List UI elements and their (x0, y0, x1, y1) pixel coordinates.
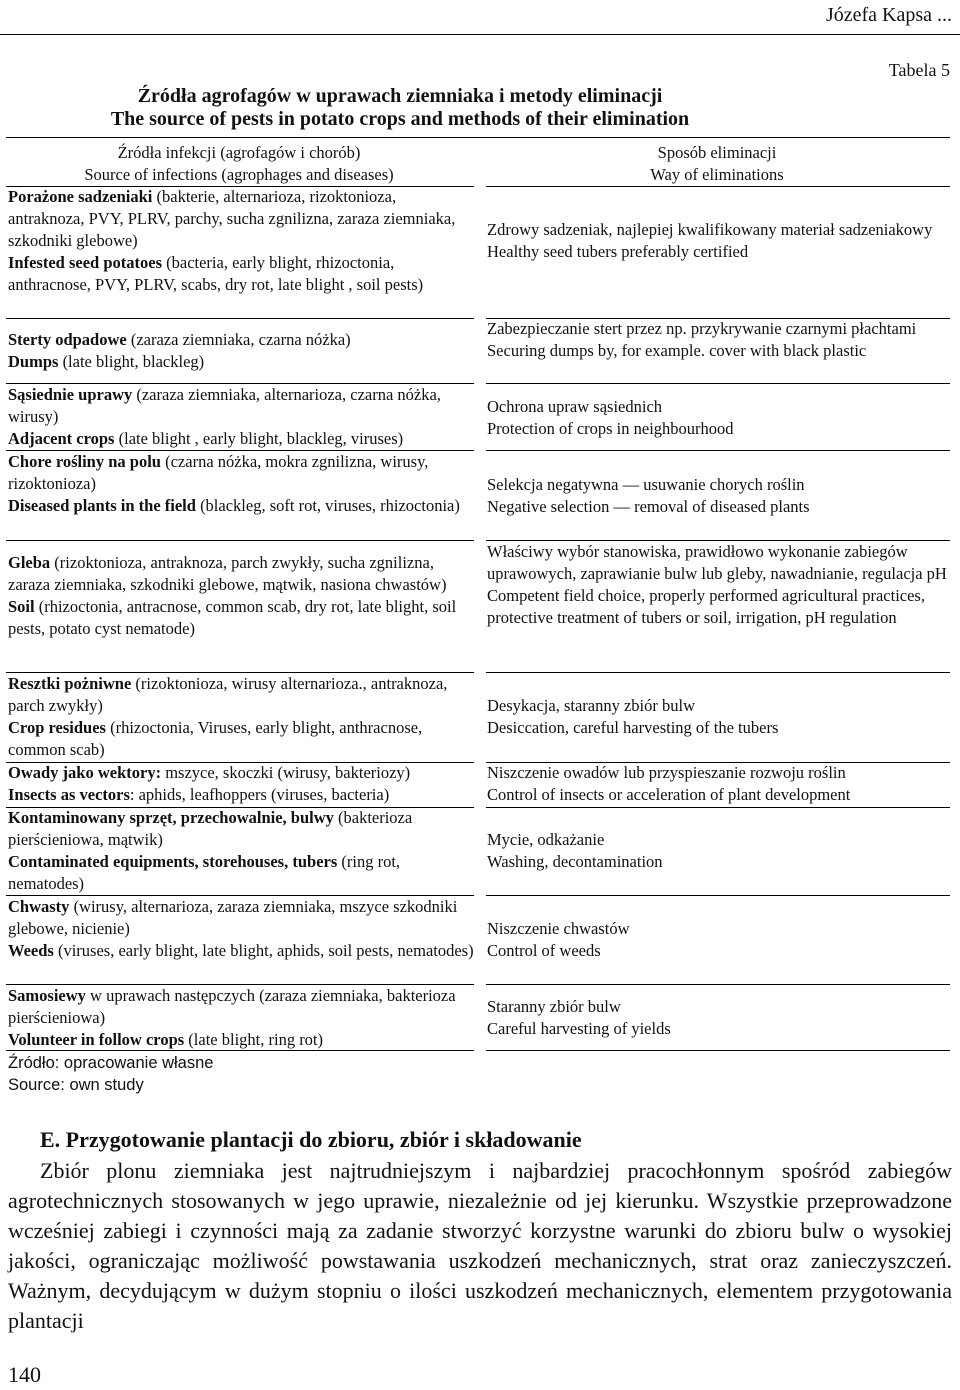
method-en: Healthy seed tubers preferably certified (487, 242, 749, 261)
source-detail-en: (late blight , early blight, blackleg, viruses) (114, 429, 404, 448)
table-row-source (8, 896, 476, 962)
source-en (8, 596, 476, 640)
source-note-pl: Źródło: opracowanie własne (8, 1054, 214, 1072)
method-pl: Właściwy wybór stanowiska, prawidłowo wykonanie zabiegów uprawowych, zaprawianie bulw lub gleby, nawadnianie, regulacja pH (487, 542, 947, 583)
source-bold-pl: Samosiewy (8, 986, 86, 1005)
source-detail-en: : aphids, leafhoppers (viruses, bacteria) (129, 785, 390, 804)
source-bold-pl: Sąsiednie uprawy (8, 385, 133, 404)
source-pl (8, 329, 476, 351)
table-row-method (487, 474, 947, 518)
column-header-elimination-pl: Sposób eliminacji (657, 143, 777, 162)
column-header-elimination (487, 142, 947, 186)
source-bold-en: Crop residues (8, 718, 106, 737)
source-pl (8, 384, 476, 428)
method-pl: Niszczenie chwastów (487, 919, 630, 938)
method-pl: Zabezpieczanie stert przez np. przykrywanie czarnymi płachtami (487, 319, 917, 338)
source-bold-en: Soil (8, 597, 35, 616)
source-pl (8, 896, 476, 940)
row-divider (486, 984, 950, 985)
source-detail-pl: mszyce, skoczki (wirusy, bakteriozy) (161, 763, 411, 782)
source-detail-en: (late blight, ring rot) (184, 1030, 324, 1049)
source-en (8, 784, 476, 806)
source-bold-pl: Porażone sadzeniaki (8, 187, 153, 206)
row-divider (6, 540, 474, 541)
table-row-method (487, 318, 947, 362)
source-bold-pl: Resztki pożniwne (8, 674, 132, 693)
source-bold-en: Infested seed potatoes (8, 253, 162, 272)
source-bold-pl: Kontaminowany sprzęt, przechowalnie, bulwy (8, 808, 334, 827)
method-en: Competent field choice, properly performed agricultural practices, protective treatment of tubers or soil, irrigation, pH regulation (487, 586, 925, 627)
table-row-source (8, 186, 476, 296)
source-detail-en: (late blight, blackleg) (58, 352, 205, 371)
source-note-en: Source: own study (8, 1076, 144, 1094)
table-top-rule (6, 137, 950, 138)
source-detail-pl: (bakterie, alternarioza, rizoktonioza, antraknoza, PVY, PLRV, parchy, sucha zgnilizna, zaraza ziemniaka, szkodniki glebowe) (8, 187, 456, 250)
method-pl: Niszczenie owadów lub przyspieszanie rozwoju roślin (487, 763, 846, 782)
method-pl: Mycie, odkażanie (487, 830, 605, 849)
table-row-method (487, 762, 947, 806)
source-detail-en: (blackleg, soft rot, viruses, rhizoctonia) (195, 496, 460, 515)
source-bold-en: Insects as vectors (8, 785, 130, 804)
table-bottom-rule (6, 1050, 474, 1051)
table-row-method (487, 829, 947, 873)
table-row-method (487, 996, 947, 1040)
running-header-author: Józefa Kapsa ... (825, 4, 952, 26)
source-bold-pl: Chwasty (8, 897, 70, 916)
table-row-source (8, 451, 476, 517)
source-bold-en: Adjacent crops (8, 429, 115, 448)
source-detail-en: (viruses, early blight, late blight, aphids, soil pests, nematodes) (53, 941, 474, 960)
table-row-method (487, 695, 947, 739)
source-en (8, 717, 476, 761)
source-detail-pl: (zaraza ziemniaka, alternarioza, czarna nóżka, wirusy) (8, 385, 441, 426)
source-bold-pl: Owady jako wektory: (8, 763, 162, 782)
table-row-method (487, 219, 947, 263)
column-header-sources-en: Source of infections (agrophages and diseases) (84, 165, 394, 184)
method-en: Desiccation, careful harvesting of the tubers (487, 718, 779, 737)
body-paragraph: Zbiór plonu ziemniaka jest najtrudniejszym i najbardziej pracochłonnym spośród zabiegów agrotechnicznych stosowanych w jego uprawie, niezależnie od jej kierunku. Wszystkie przeprowadzone wcześniej zabiegi i czynności mają za zadanie stworzyć korzystne warunki do zbioru bulw o wysokiej jakości, ograniczając możliwość powstawania uszkodzeń mechanicznych, strat oraz zanieczyszczeń. Ważnym, decydującym w dużym stopniu o ilości uszkodzeń mechanicznych, elementem przygotowania plantacji (8, 1158, 952, 1333)
method-pl: Selekcja negatywna — usuwanie chorych roślin (487, 475, 805, 494)
source-en (8, 940, 476, 962)
row-divider (486, 383, 950, 384)
row-divider (486, 450, 950, 451)
method-en: Careful harvesting of yields (487, 1019, 671, 1038)
column-header-sources (8, 142, 470, 186)
source-en (8, 428, 476, 450)
source-detail-pl: w uprawach następczych (zaraza ziemniaka, bakterioza pierścieniowa) (8, 986, 456, 1027)
source-en (8, 851, 476, 895)
source-pl (8, 552, 476, 596)
source-detail-en: (ring rot, nematodes) (8, 852, 401, 893)
page-number: 140 (8, 1362, 41, 1387)
source-detail-en: (bacteria, early blight, rhizoctonia, anthracnose, PVY, PLRV, scabs, dry rot, late blight , soil pests) (8, 253, 424, 294)
table-label: Tabela 5 (888, 60, 950, 80)
source-en (8, 351, 476, 373)
source-bold-en: Diseased plants in the field (8, 496, 196, 515)
source-detail-pl: (czarna nóżka, mokra zgnilizna, wirusy, rizoktonioza) (8, 452, 429, 493)
row-divider (486, 672, 950, 673)
method-pl: Zdrowy sadzeniak, najlepiej kwalifikowany materiał sadzeniakowy (487, 220, 933, 239)
method-en: Negative selection — removal of diseased plants (487, 497, 810, 516)
source-bold-en: Contaminated equipments, storehouses, tubers (8, 852, 338, 871)
table-source-note (8, 1052, 213, 1096)
source-en (8, 252, 476, 296)
source-pl (8, 186, 476, 252)
source-detail-pl: (zaraza ziemniaka, czarna nóżka) (126, 330, 351, 349)
table-row-method (487, 396, 947, 440)
source-bold-en: Volunteer in follow crops (8, 1030, 185, 1049)
table-row-source (8, 384, 476, 450)
table-row-source (8, 807, 476, 895)
source-en (8, 1029, 476, 1051)
source-en (8, 495, 476, 517)
table-row-source (8, 329, 476, 373)
method-en: Securing dumps by, for example. cover with black plastic (487, 341, 867, 360)
row-divider (486, 895, 950, 896)
table-row-source (8, 673, 476, 761)
source-pl (8, 762, 476, 784)
source-bold-pl: Sterty odpadowe (8, 330, 127, 349)
source-detail-en: (rhizoctonia, antracnose, common scab, dry rot, late blight, soil pests, potato cyst nematode) (8, 597, 457, 638)
source-pl (8, 451, 476, 495)
method-pl: Desykacja, staranny zbiór bulw (487, 696, 696, 715)
method-en: Protection of crops in neighbourhood (487, 419, 734, 438)
table-title-english: The source of pests in potato crops and methods of their elimination (110, 108, 690, 130)
header-rule-right (486, 186, 950, 187)
table-bottom-rule (486, 1050, 950, 1051)
source-bold-en: Weeds (8, 941, 54, 960)
source-detail-pl: (bakterioza pierścieniowa, mątwik) (8, 808, 413, 849)
method-en: Control of weeds (487, 941, 601, 960)
source-pl (8, 985, 476, 1029)
header-divider (0, 34, 960, 35)
method-pl: Ochrona upraw sąsiednich (487, 397, 663, 416)
section-heading: E. Przygotowanie plantacji do zbioru, zbiór i składowanie (40, 1127, 582, 1152)
source-pl (8, 673, 476, 717)
table-row-source (8, 552, 476, 640)
method-en: Control of insects or acceleration of plant development (487, 785, 851, 804)
source-pl (8, 807, 476, 851)
table-row-method (487, 918, 947, 962)
source-detail-pl: (wirusy, alternarioza, zaraza ziemniaka, mszyce szkodniki glebowe, nicienie) (8, 897, 458, 938)
source-bold-pl: Chore rośliny na polu (8, 452, 161, 471)
source-detail-en: (rhizoctonia, Viruses, early blight, anthracnose, common scab) (8, 718, 423, 759)
source-detail-pl: (rizoktonioza, antraknoza, parch zwykły, sucha zgnilizna, zaraza ziemniaka, szkodniki glebowe, mątwik, nasiona chwastów) (8, 553, 447, 594)
row-divider (486, 807, 950, 808)
method-pl: Staranny zbiór bulw (487, 997, 621, 1016)
table-row-method (487, 541, 947, 629)
table-row-source (8, 985, 476, 1051)
row-divider (6, 318, 474, 319)
source-detail-pl: (rizoktonioza, wirusy alternarioza., antraknoza, parch zwykły) (8, 674, 448, 715)
table-title-polish: Źródła agrofagów w uprawach ziemniaka i metody eliminacji (137, 85, 663, 107)
column-header-sources-pl: Źródła infekcji (agrofagów i chorób) (117, 143, 361, 162)
table-row-source (8, 762, 476, 806)
source-bold-pl: Gleba (8, 553, 51, 572)
method-en: Washing, decontamination (487, 852, 663, 871)
column-header-elimination-en: Way of eliminations (650, 165, 784, 184)
source-bold-en: Dumps (8, 352, 59, 371)
